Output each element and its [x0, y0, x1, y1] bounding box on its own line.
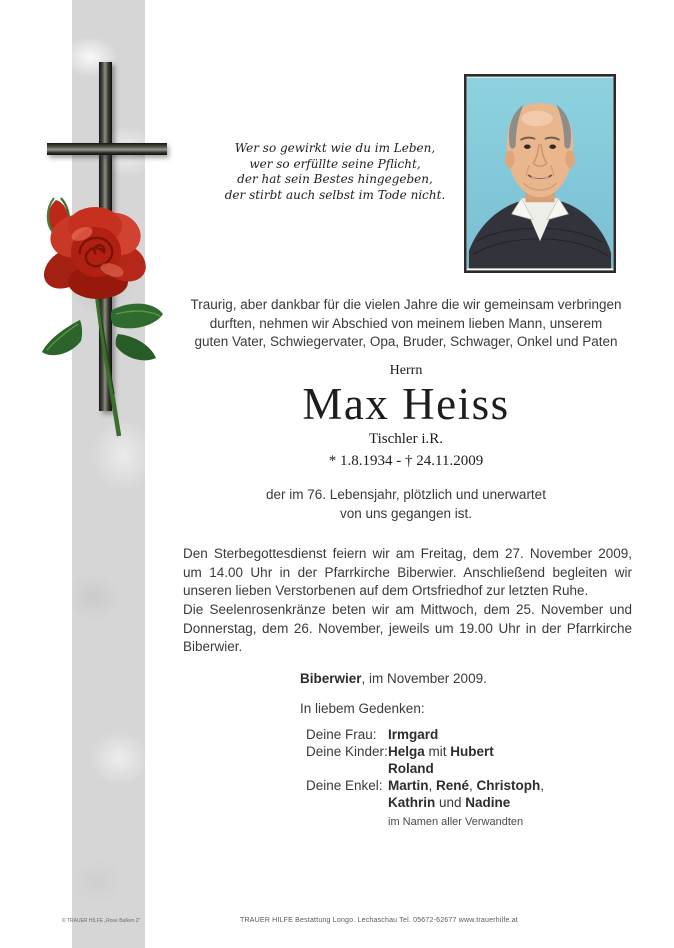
family-names: Kathrin und Nadine [388, 795, 511, 810]
passing-paragraph [178, 485, 634, 523]
family-row [306, 760, 544, 777]
deceased-name: Max Heiss [302, 379, 510, 429]
intro-paragraph [178, 296, 634, 352]
family-relation-label: Deine Enkel: [306, 778, 383, 793]
dateline-rest: , im November 2009. [361, 671, 487, 686]
deceased-profession: Tischler i.R. [368, 431, 444, 447]
verse-line: wer so erfüllte seine Pflicht, [249, 156, 421, 171]
memorial-verse [185, 141, 485, 203]
family-row [306, 726, 544, 743]
intro-line: guten Vater, Schwiegervater, Opa, Bruder, Schwager, Onkel und Paten [194, 334, 618, 349]
family-rows [306, 726, 544, 811]
family-relation-label: Deine Frau: [306, 727, 377, 742]
family-closing: im Namen aller Verwandten [388, 816, 524, 828]
verse-line: Wer so gewirkt wie du im Leben, [234, 141, 436, 155]
red-rose-icon [20, 168, 168, 443]
portrait-photo [464, 74, 616, 273]
verse-line: der hat sein Bestes hingegeben, [237, 172, 433, 186]
intro-line: durften, nehmen wir Abschied von meinem lieben Mann, unserem [209, 315, 603, 331]
family-relation-label: Deine Kinder: [306, 744, 388, 759]
remembrance-heading: In liebem Gedenken: [300, 701, 425, 716]
intro-line: Traurig, aber dankbar für die vielen Jahre die wir gemeinsam verbringen [190, 297, 622, 312]
footer-funeral-home: TRAUER HILFE Bestattung Longo. Lechaschau Tel. 05672-62677 www.trauerhilfe.at [240, 917, 518, 924]
birth-death-dates: * 1.8.1934 - † 24.11.2009 [328, 453, 484, 469]
rosary-paragraph: Die Seelenrosenkränze beten wir am Mittwoch, dem 25. November und Donnerstag, dem 26. November, jeweils um 19.00 Uhr in der Pfarrkirche Biberwier. [183, 602, 632, 655]
dateline-place: Biberwier [300, 671, 362, 686]
portrait-photo-image [466, 76, 614, 271]
family-names: Helga mit Hubert [388, 744, 494, 759]
memorial-cross-icon [47, 143, 167, 155]
portrait-illustration [467, 77, 613, 269]
salutation: Herrn [389, 363, 423, 378]
family-names: Martin, René, Christoph, [388, 778, 545, 793]
family-names: Irmgard [388, 727, 439, 742]
service-paragraph: Den Sterbegottesdienst feiern wir am Freitag, dem 27. November 2009, um 14.00 Uhr in der Pfarrkirche Biberwier. Anschließend begleiten wir unseren lieben Verstorbenen auf dem Ortsfriedhof zur letzten Ruhe. [183, 546, 632, 599]
passing-line: der im 76. Lebensjahr, plötzlich und unerwartet [266, 487, 546, 502]
family-relation-label [306, 760, 388, 777]
footer-copyright: © TRAUER HILFE „Rose Balken 2“ [62, 918, 141, 924]
passing-line: von uns gegangen ist. [339, 506, 473, 521]
family-row [306, 743, 544, 760]
family-relation-label [306, 794, 388, 811]
family-row [306, 777, 544, 794]
family-names: Roland [388, 761, 434, 776]
dateline [300, 671, 487, 686]
family-row [306, 794, 544, 811]
verse-line: der stirbt auch selbst im Tode nicht. [224, 187, 446, 202]
